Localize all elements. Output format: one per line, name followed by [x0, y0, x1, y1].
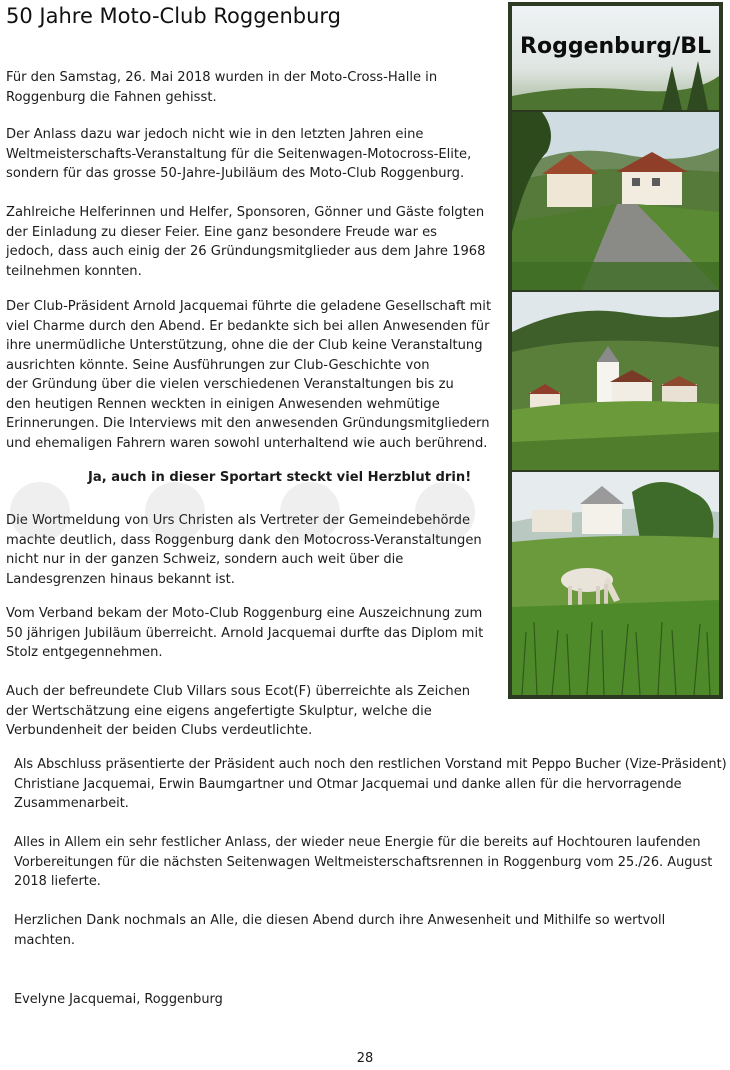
paragraph-10: Herzlichen Dank nochmals an Alle, die diesen Abend durch ihre Anwesenheit und Mithilfe so wertvoll machten. [14, 913, 666, 948]
page-title: 50 Jahre Moto-Club Roggenburg [6, 4, 341, 28]
title-panel [512, 6, 719, 110]
village-street-photo [512, 112, 719, 290]
strip-title: Roggenburg/BL [520, 34, 711, 59]
section-subheading: Ja, auch in dieser Sportart steckt viel Herzblut drin! [88, 470, 472, 485]
paragraph-3: Zahlreiche Helferinnen und Helfer, Sponsoren, Gönner und Gäste folgten der Einladung zu dieser Feier. Eine ganz besondere Freude war es jedoch, dass auch einig der 26 Gründungsmitglieder aus dem Jahre 1968 teilnehmen konnten. [6, 205, 486, 279]
paragraph-8: Als Abschluss präsentierte der Präsident auch noch den restlichen Vorstand mit Peppo Bucher (Vize-Präsident) Christiane Jacquemai, Erwin Baumgartner und Otmar Jacquemai und danke allen für die hervorragende Zusammenarbeit. [14, 757, 727, 811]
paragraph-4: Der Club-Präsident Arnold Jacquemai führte die geladene Gesellschaft mit viel Charme durch den Abend. Er bedankte sich bei allen Anwesenden für ihre unermüdliche Unterstützung, ohne die der Club keine Veranstaltung ausrichten könnte. Seine Ausführungen zur Club-Geschichte von der Gründung über die vielen verschiedenen Veranstaltungen bis zu den heutigen Rennen weckten in einigen Anwesenden wehmütige Erinnerungen. Die Interviews mit den anwesenden Gründungsmitgliedern und ehemaligen Fahrern waren sowohl unterhaltend wie auch berührend. [6, 299, 492, 451]
paragraph-2: Der Anlass dazu war jedoch nicht wie in den letzten Jahren eine Weltmeisterschafts-Veranstaltung für die Seitenwagen-Motocross-Elite, sondern für das grosse 50-Jahre-Jubiläum des Moto-Club Roggenburg. [6, 127, 472, 181]
photo-strip [508, 2, 723, 699]
signature: Evelyne Jacquemai, Roggenburg [14, 992, 223, 1007]
paragraph-1: Für den Samstag, 26. Mai 2018 wurden in der Moto-Cross-Halle in Roggenburg die Fahnen gehisst. [6, 70, 438, 105]
paragraph-9: Alles in Allem ein sehr festlicher Anlass, der wieder neue Energie für die bereits auf Hochtouren laufenden Vorbereitungen für die nächsten Seitenwagen Weltmeisterschaftsrennen in Roggenburg vom 25./26. August 2018 lieferte. [14, 835, 713, 889]
paragraph-6: Vom Verband bekam der Moto-Club Roggenburg eine Auszeichnung zum 50 jährigen Jubiläum überreicht. Arnold Jacquemai durfte das Diplom mit Stolz entgegennehmen. [6, 606, 484, 660]
paragraph-7: Auch der befreundete Club Villars sous Ecot(F) überreichte als Zeichen der Wertschätzung eine eigens angefertigte Skulptur, welche die Verbundenheit der beiden Clubs verdeutlichte. [6, 684, 471, 738]
horse-meadow-photo [512, 472, 719, 695]
church-valley-photo [512, 292, 719, 470]
paragraph-5: Die Wortmeldung von Urs Christen als Vertreter der Gemeindebehörde machte deutlich, dass Roggenburg dank den Motocross-Veranstaltungen nicht nur in der ganzen Schweiz, sondern auch weit über die Landesgrenzen hinaus bekannt ist. [6, 513, 482, 587]
page-number: 28 [356, 1051, 374, 1066]
